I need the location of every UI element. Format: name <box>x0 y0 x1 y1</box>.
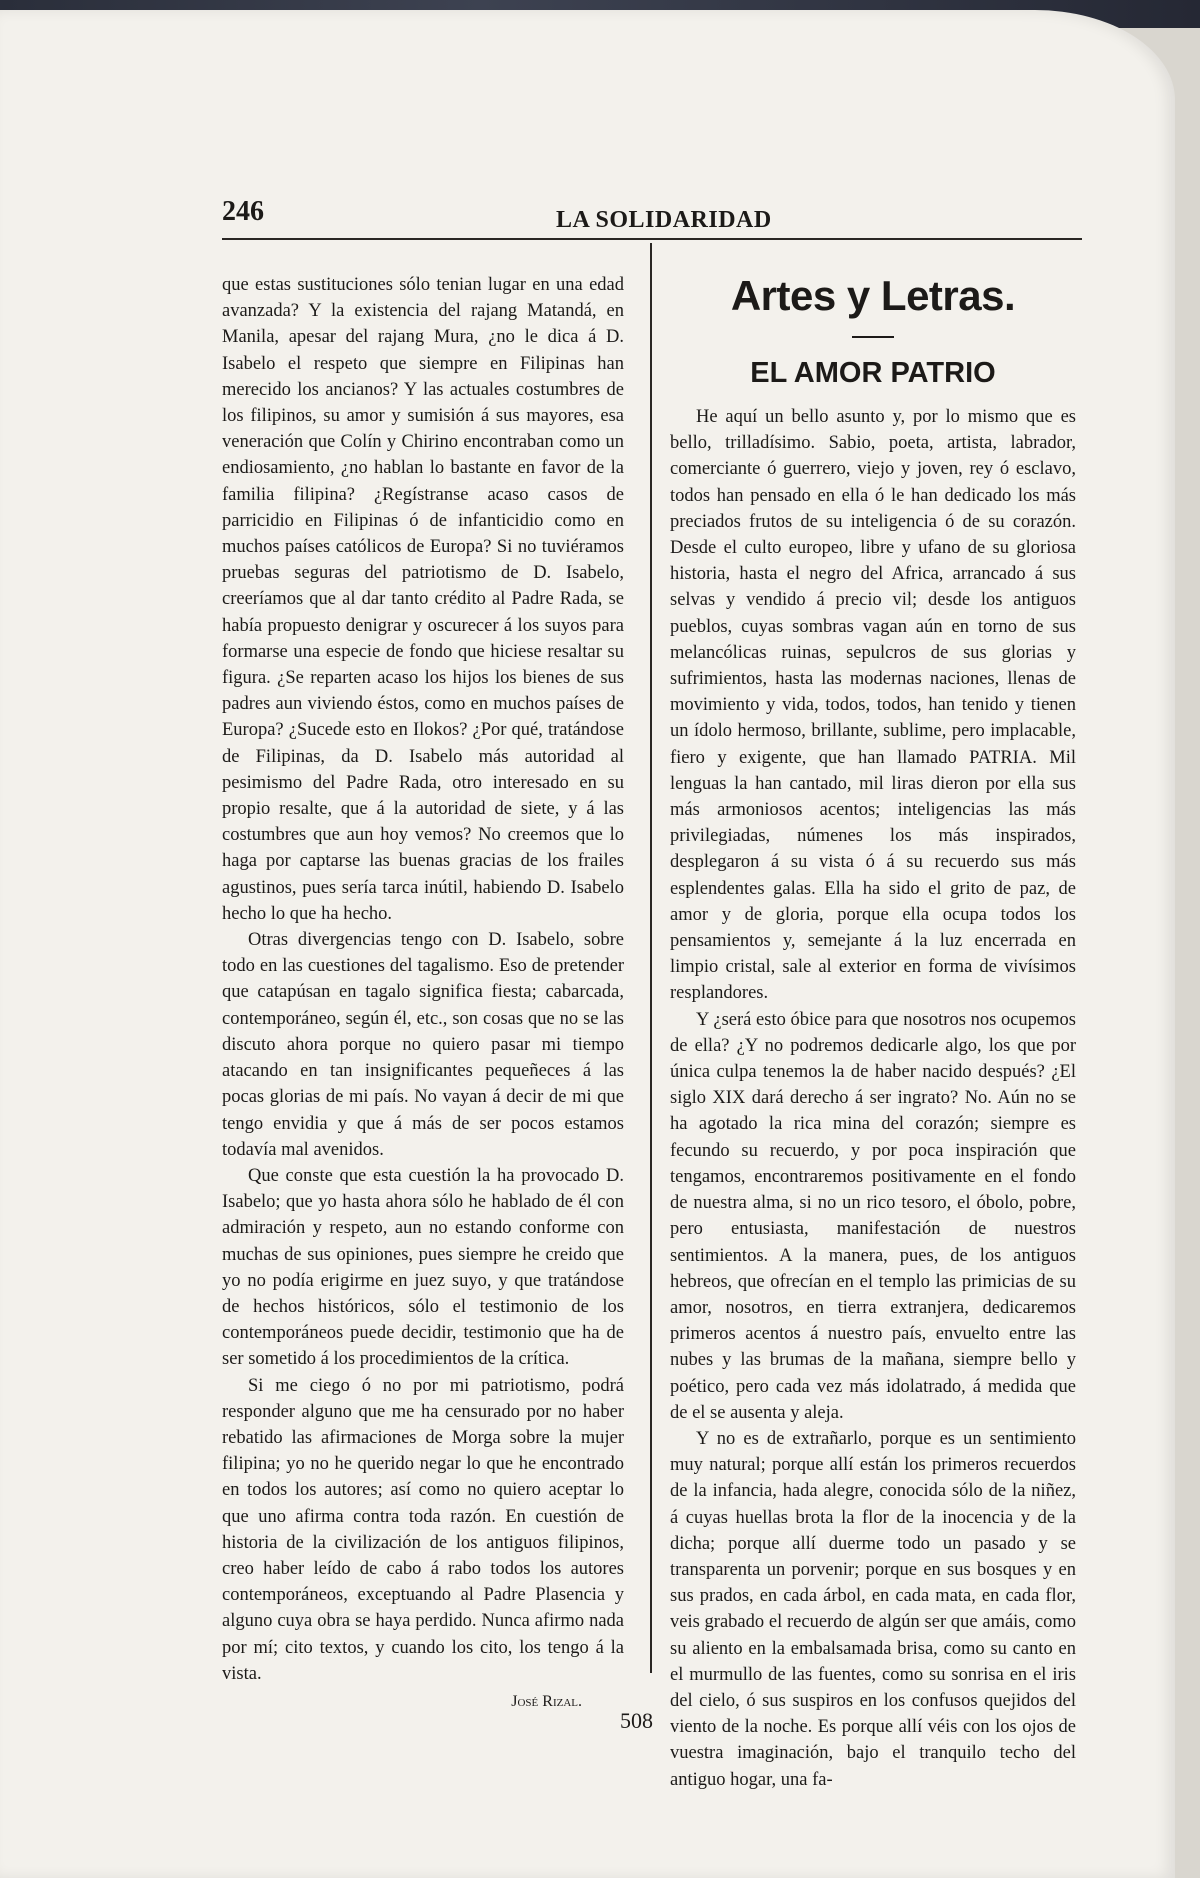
author-signature: José Rizal. <box>511 1692 582 1710</box>
right-paragraph-3: Y no es de extrañarlo, porque es un sentimiento muy natural; porque allí están los primeros recuerdos de la infancia, hada alegre, conocida sólo de la niñez, á cuyas huellas brota la flor de la inocencia y de la dicha; porque allí duerme todo un pasado y se transparenta un porvenir; porque en sus bosques y en sus prados, en cada árbol, en cada mata, en cada flor, veis grabado el recuerdo de algún ser que amáis, como su aliento en la embalsamada brisa, como su canto en el murmullo de las fuentes, como su sonrisa en el iris del cielo, ó sus suspiros en los confusos quejidos del viento de la noche. Es porque allí véis con los ojos de vuestra imaginación, bajo el tranquilo techo del antiguo hogar, una fa- <box>670 1428 1076 1790</box>
left-paragraph-3: Que conste que esta cuestión la ha provocado D. Isabelo; que yo hasta ahora sólo he hablado de él con admiración y respeto, aun no estando conforme con muchas de sus opiniones, pues siempre he creido que yo no podía erigirme en juez suyo, y que tratándose de hechos históricos, sólo el testimonio de los contemporáneos puede decidir, testimonio que ha de ser sometido á los procedimientos de la crítica. <box>222 1165 624 1370</box>
title-rule <box>852 336 894 338</box>
running-head: LA SOLIDARIDAD <box>556 207 772 233</box>
left-paragraph-4: Si me ciego ó no por mi patriotismo, podrá responder alguno que me ha censurado por no haber rebatido las afirmaciones de Morga sobre la mujer filipina; yo no he querido negar lo que he encontrado en todos los autores; así como no quiero aceptar lo que uno afirma contra toda razón. En cuestión de historia de la civilización de los antiguos filipinos, creo haber leído de cabo á rabo todos los autores contemporáneos, exceptuando al Padre Plasencia y alguno cuya obra se haya perdido. Nunca afirmo nada por mí; cito textos, y cuando los cito, los tengo á la vista. <box>222 1375 624 1684</box>
section-title: Artes y Letras. <box>730 272 1016 319</box>
left-paragraph-1: que estas sustituciones sólo tenian lugar en una edad avanzada? Y la existencia del rajang Matandá, en Manila, apesar del rajang Mura, ¿no le dica á D. Isabelo el respeto que siempre en Filipinas han merecido los ancianos? Y las actuales costumbres de los filipinos, su amor y sumisión á sus mayores, esa veneración que Colín y Chirino encontraban como un endiosamiento, ¿no hablan lo bastante en favor de la familia filipina? ¿Regístranse acaso casos de parricidio en Filipinas ó de infanticidio como en muchos países católicos de Europa? Si no tuviéramos pruebas seguras del patriotismo de D. Isabelo, creeríamos que al dar tanto crédito al Padre Rada, se había propuesto denigrar y oscurecer á los suyos para formarse una especie de fondo que hiciese resaltar su figura. ¿Se reparten acaso los hijos los bienes de sus padres aun viviendo éstos, como en muchos países de Europa? ¿Sucede esto en Ilokos? ¿Por qué, tratándose de Filipinas, da D. Isabelo más autoridad al pesimismo del Padre Rada, otro interesado en su propio resalte, que á la autoridad de siete, y á las costumbres que aun hoy vemos? No creemos que lo haga por captarse las buenas gracias de los frailes agustinos, pues sería tarca inútil, habiendo D. Isabelo hecho lo que ha hecho. <box>222 275 624 924</box>
left-column <box>222 272 624 1715</box>
page-number-bottom: 508 <box>620 1708 653 1733</box>
right-paragraph-1: He aquí un bello asunto y, por lo mismo que es bello, trilladísimo. Sabio, poeta, artista, labrador, comerciante ó guerrero, viejo y joven, rey ó esclavo, todos han pensado en ella ó le han dedicado los más preciados frutos de su inteligencia ó de su corazón. Desde el culto europeo, libre y ufano de su gloriosa historia, hasta el negro del Africa, arrancado á sus selvas y vendido á precio vil; desde los antiguos pueblos, cuyas sombras vagan aún en torno de sus melancólicas ruinas, sepulcros de sus glorias y sufrimientos, hasta las modernas naciones, llenas de movimiento y vida, todos, todos, han tenido y tienen un ídolo hermoso, brillante, sublime, pero implacable, fiero y exigente, que han llamado PATRIA. Mil lenguas la han cantado, mil liras dieron por ella sus más armoniosos acentos; inteligencias las más privilegiadas, númenes los más inspirados, desplegaron á su vista ó á su recuerdo sus más esplendentes galas. Ella ha sido el grito de paz, de amor y de gloria, porque ella ocupa todos los pensamientos y, semejante á la luz encerrada en limpio cristal, sale al exterior en forma de vivísimos resplandores. <box>670 407 1076 1004</box>
right-paragraph-2: Y ¿será esto óbice para que nosotros nos ocupemos de ella? ¿Y no podremos dedicarle algo, los que por única culpa tenemos la de haber nacido después? ¿El siglo XIX dará derecho á ser ingrato? No. Aún no se ha agotado la rica mina del corazón; siempre es fecundo su recuerdo, y por poca inspiración que tengamos, encontraremos positivamente en el fondo de nuestra alma, si no un rico tesoro, el óbolo, pobre, pero entusiasta, manifestación de nuestros sentimientos. A la manera, pues, de los antiguos hebreos, que ofrecían en el templo las primicias de su amor, nosotros, en tierra extranjera, dedicaremos primeros acentos á nuestro país, envuelto entre las nubes y las brumas de la mañana, siempre bello y poético, pero cada vez más idolatrado, á medida que de el se ausenta y aleja. <box>670 1009 1076 1423</box>
column-divider <box>650 243 652 1673</box>
left-paragraph-2: Otras divergencias tengo con D. Isabelo, sobre todo en las cuestiones del tagalismo. Eso de pretender que catapúsan en tagalo significa fiesta; cabarcada, contemporáneo, según él, etc., son cosas que no se las discuto ahora porque no quiero pasar mi tiempo atacando en tan insignificantes pequeñeces á las pocas glorias de mi país. No vayan á decir de mi que tengo envidia y que á más de ser pocos estamos todavía mal avenidos. <box>222 930 624 1160</box>
right-column <box>670 272 1076 1793</box>
article-title: EL AMOR PATRIO <box>750 357 996 389</box>
header-rule <box>222 238 1082 240</box>
page-number-top: 246 <box>222 196 264 227</box>
